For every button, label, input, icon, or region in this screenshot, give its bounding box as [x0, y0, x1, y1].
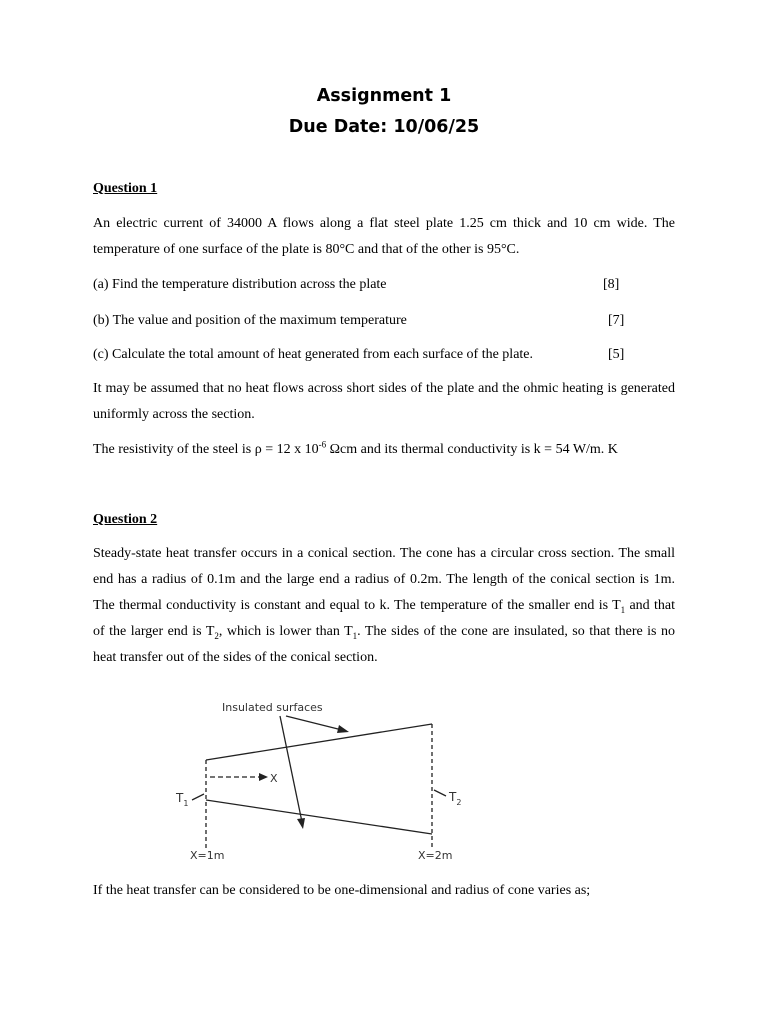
q2-text-d: . The sides of the cone are insulated, so that there is no heat transfer out of the sides of the conical section.: [93, 624, 675, 665]
part-c-marks: [5]: [608, 347, 625, 362]
cone-top-edge: [206, 724, 432, 760]
resistivity-suffix: Ωcm and its thermal conductivity is k = 54 W/m. K: [326, 442, 618, 457]
x2-position-label: X=2m: [418, 849, 453, 862]
part-a-text: (a) Find the temperature distribution across the plate: [93, 277, 387, 292]
q2-text-a: Steady-state heat transfer occurs in a conical section. The cone has a circular cross section. The small end has a radius of 0.1m and the large end a radius of 0.2m. The length of the conical section is 1m. The thermal conductivity is constant and equal to k. The temperature of the smaller end is T: [93, 546, 675, 613]
insulated-arrowhead-bottom: [297, 818, 305, 829]
question-1-heading: Question 1: [93, 181, 158, 196]
part-a-marks: [8]: [603, 277, 620, 292]
resistivity-exponent: -6: [318, 439, 327, 450]
x-arrowhead: [259, 773, 268, 781]
part-b-marks: [7]: [608, 313, 625, 328]
x1-position-label: X=1m: [190, 849, 225, 862]
t1-label: $T_1$: [176, 791, 189, 808]
insulated-arrowhead-top: [337, 725, 349, 733]
q2-text-c: , which is lower than T: [218, 624, 353, 639]
question-1-assumption: It may be assumed that no heat flows across short sides of the plate and the ohmic heating is generated uniformly across the section.: [93, 381, 675, 422]
insulated-pointer-bottom: [280, 716, 302, 822]
assignment-title: Assignment 1: [316, 86, 452, 106]
part-c-text: (c) Calculate the total amount of heat generated from each surface of the plate.: [93, 347, 534, 362]
part-b-text: (b) The value and position of the maximum temperature: [93, 313, 407, 328]
cone-bottom-edge: [206, 800, 432, 834]
x-axis-label: X: [270, 772, 278, 785]
insulated-surfaces-label: Insulated surfaces: [222, 701, 323, 714]
t2-tick: [434, 790, 446, 796]
q2-sub-t1: 1: [620, 604, 626, 615]
q2-sub-t1-again: 1: [352, 630, 358, 641]
t1-tick: [192, 794, 204, 800]
question-2-closing: If the heat transfer can be considered to be one-dimensional and radius of cone varies as;: [93, 883, 591, 898]
q2-text-b: and that of the larger end is T: [93, 598, 675, 639]
q2-sub-t2: 2: [214, 630, 219, 641]
insulated-pointer-top: [286, 716, 342, 730]
resistivity-prefix: The resistivity of the steel is ρ = 12 x 10: [93, 442, 319, 457]
question-2-heading: Question 2: [93, 512, 158, 527]
question-1-intro: An electric current of 34000 A flows along a flat steel plate 1.25 cm thick and 10 cm wide. The temperature of one surface of the plate is 80°C and that of the other is 95°C.: [93, 216, 675, 257]
t2-label: $T_2$: [449, 790, 462, 807]
due-date: Due Date: 10/06/25: [288, 117, 480, 137]
